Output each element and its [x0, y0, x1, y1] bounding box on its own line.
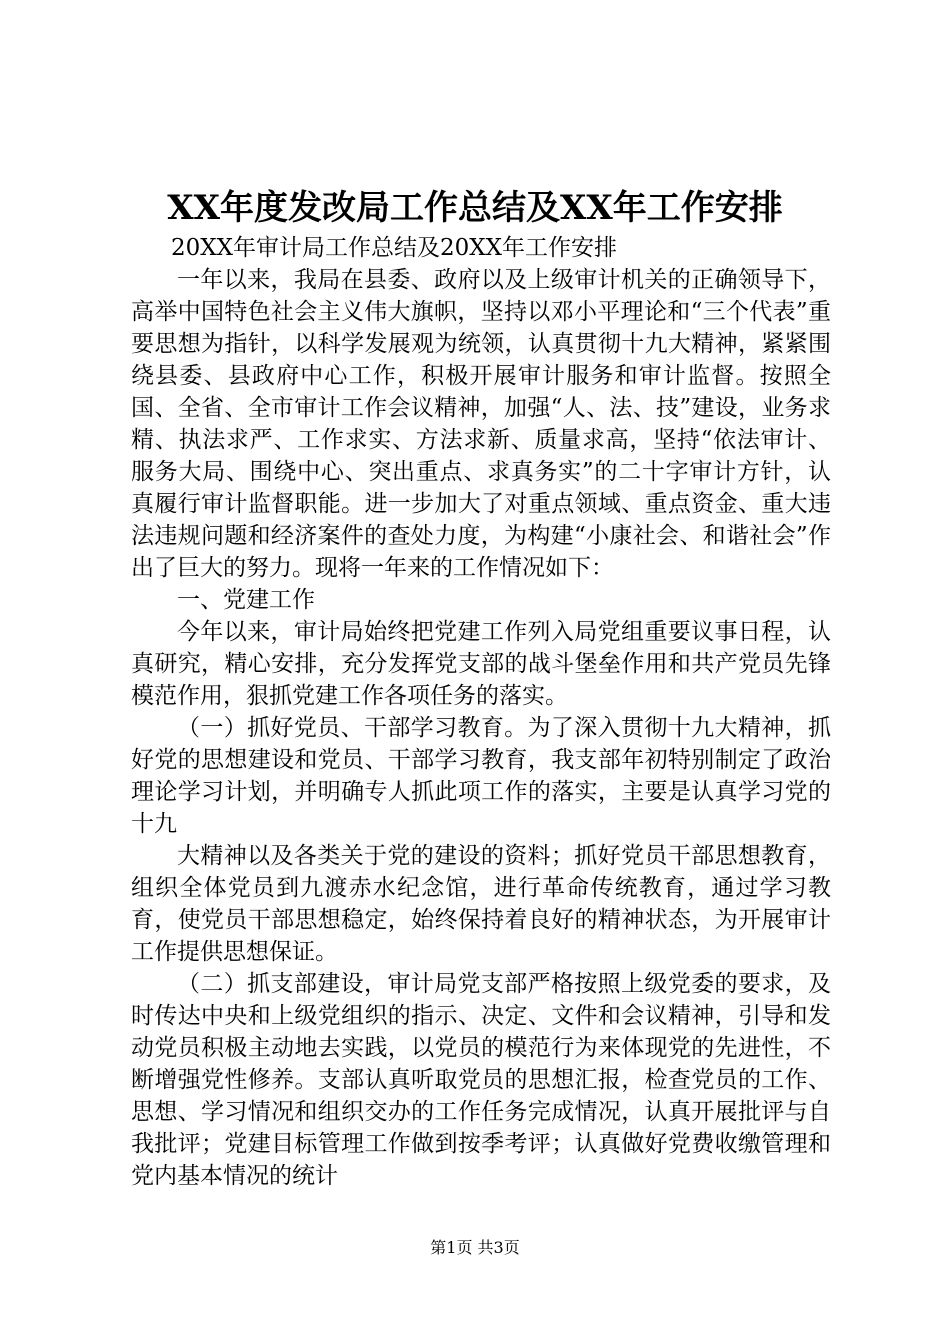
document-title: XX年度发改局工作总结及XX年工作安排	[167, 188, 783, 228]
paragraph-branch-building: （二）抓支部建设，审计局党支部严格按照上级党委的要求，及时传达中央和上级党组织的指示、决定、文件和会议精神，引导和发动党员积极主动地去实践，以党员的模范行为来体现党的先进性，不断增强党性修养。支部认真听取党员的思想汇报，检查党员的工作、思想、学习情况和组织交办的工作任务完成情况，认真开展批评与自我批评；党建目标管理工作做到按季考评；认真做好党费收缴管理和党内基本情况的统计	[131, 971, 831, 1189]
document-subtitle: 20XX年审计局工作总结及20XX年工作安排	[171, 235, 618, 261]
document-body	[131, 232, 831, 1192]
paragraph-study-education: （一）抓好党员、干部学习教育。为了深入贯彻十九大精神，抓好党的思想建设和党员、干部学习教育，我支部年初特别制定了政治理论学习计划，并明确专人抓此项工作的落实，主要是认真学习党的十九	[131, 715, 831, 837]
paragraph-party-building: 今年以来，审计局始终把党建工作列入局党组重要议事日程，认真研究，精心安排，充分发挥党支部的战斗堡垒作用和共产党员先锋模范作用，狠抓党建工作各项任务的落实。	[131, 619, 831, 709]
section-heading-party-building: 一、党建工作	[177, 587, 315, 613]
paragraph-study-education-cont: 大精神以及各类关于党的建设的资料；抓好党员干部思想教育，组织全体党员到九渡赤水纪念馆，进行革命传统教育，通过学习教育，使党员干部思想稳定，始终保持着良好的精神状态，为开展审计工作提供思想保证。	[131, 843, 831, 965]
paragraph-intro: 一年以来，我局在县委、政府以及上级审计机关的正确领导下，高举中国特色社会主义伟大旗帜，坚持以邓小平理论和“三个代表”重要思想为指针，以科学发展观为统领，认真贯彻十九大精神，紧紧围绕县委、县政府中心工作，积极开展审计服务和审计监督。按照全国、全省、全市审计工作会议精神，加强“人、法、技”建设，业务求精、执法求严、工作求实、方法求新、质量求高，坚持“依法审计、服务大局、围绕中心、突出重点、求真务实”的二十字审计方针，认真履行审计监督职能。进一步加大了对重点领域、重点资金、重大违法违规问题和经济案件的查处力度，为构建“小康社会、和谐社会”作出了巨大的努力。现将一年来的工作情况如下：	[131, 267, 831, 581]
page-footer: 第1页 共3页	[430, 1238, 520, 1257]
